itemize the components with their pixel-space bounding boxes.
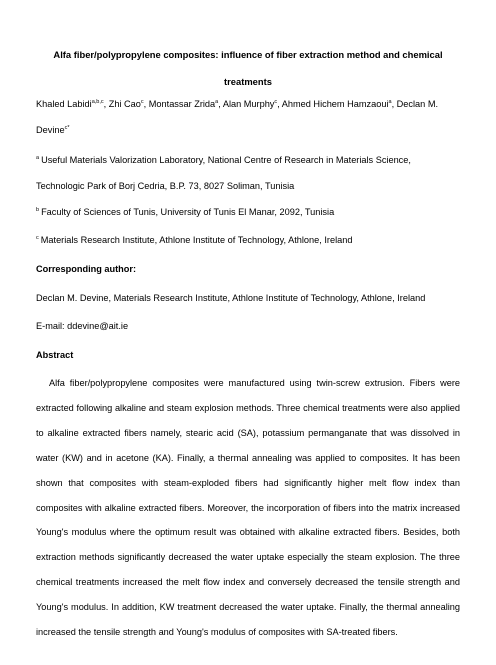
- author: Declan M. Devine$^{c*}$: [36, 99, 439, 135]
- author: Zhi Cao$^c$: [108, 98, 144, 109]
- affiliation-c: $^c$ Materials Research Institute, Athlone Institute of Technology, Athlone, Ireland: [36, 234, 353, 245]
- affiliation-a: $^a$ Useful Materials Valorization Laboratory, National Centre of Research in Materials Science, Technologic Park of Borj Cedria, B.P. 73, 8027 Soliman, Tunisia: [36, 154, 411, 191]
- abstract-body[interactable]: Alfa fiber/polypropylene composites were manufactured using twin-screw extrusion. Fibers were extracted following alkaline and steam explosion methods. Three chemical treatments were also applied to alkaline extracted fibers namely, stearic acid (SA), potassium permanganate that was dissolved in water (KW) and in acetone (KA). Finally, a thermal annealing was applied to composites. It has been shown that composites with steam-exploded fibers had significantly higher melt flow index than composites with alkaline extracted fibers. Moreover, the incorporation of fibers into the matrix increased Young's modulus where the optimum result was obtained with alkaline extracted fibers. Besides, both extraction methods significantly decreased the water uptake especially the steam explosion. The three chemical treatments increased the melt flow index and conversely decreased the tensile strength and Young's modulus. In addition, KW treatment decreased the water uptake. Finally, the thermal annealing increased the tensile strength and Young's modulus of composites with SA-treated fibers.: [36, 378, 460, 638]
- corresponding-email: E-mail: ddevine@ait.ie: [36, 321, 129, 331]
- author: Ahmed Hichem Hamzaoui$^a$: [281, 98, 392, 109]
- corresponding-author-heading: Corresponding author:: [36, 264, 137, 274]
- affiliation-b: $^b$ Faculty of Sciences of Tunis, University of Tunis El Manar, 2092, Tunisia: [36, 206, 335, 217]
- author: Alan Murphy$^c$: [222, 98, 278, 109]
- paper-title: Alfa fiber/polypropylene composites: influence of fiber extraction method and chemical treatments: [53, 49, 443, 87]
- corresponding-author-text: Declan M. Devine, Materials Research Institute, Athlone Institute of Technology, Athlone, Ireland: [36, 293, 426, 303]
- abstract-heading: Abstract: [36, 350, 74, 360]
- author: Khaled Labidi$^{a,b,c}$: [36, 98, 104, 109]
- author: Montassar Zrida$^a$: [148, 98, 219, 109]
- author-list: Khaled Labidi$^{a,b,c}$, Zhi Cao$^c$, Montassar Zrida$^a$, Alan Murphy$^c$, Ahmed Hichem Hamzaoui$^a$, Declan M. Devine$^{c*}$: [36, 98, 439, 135]
